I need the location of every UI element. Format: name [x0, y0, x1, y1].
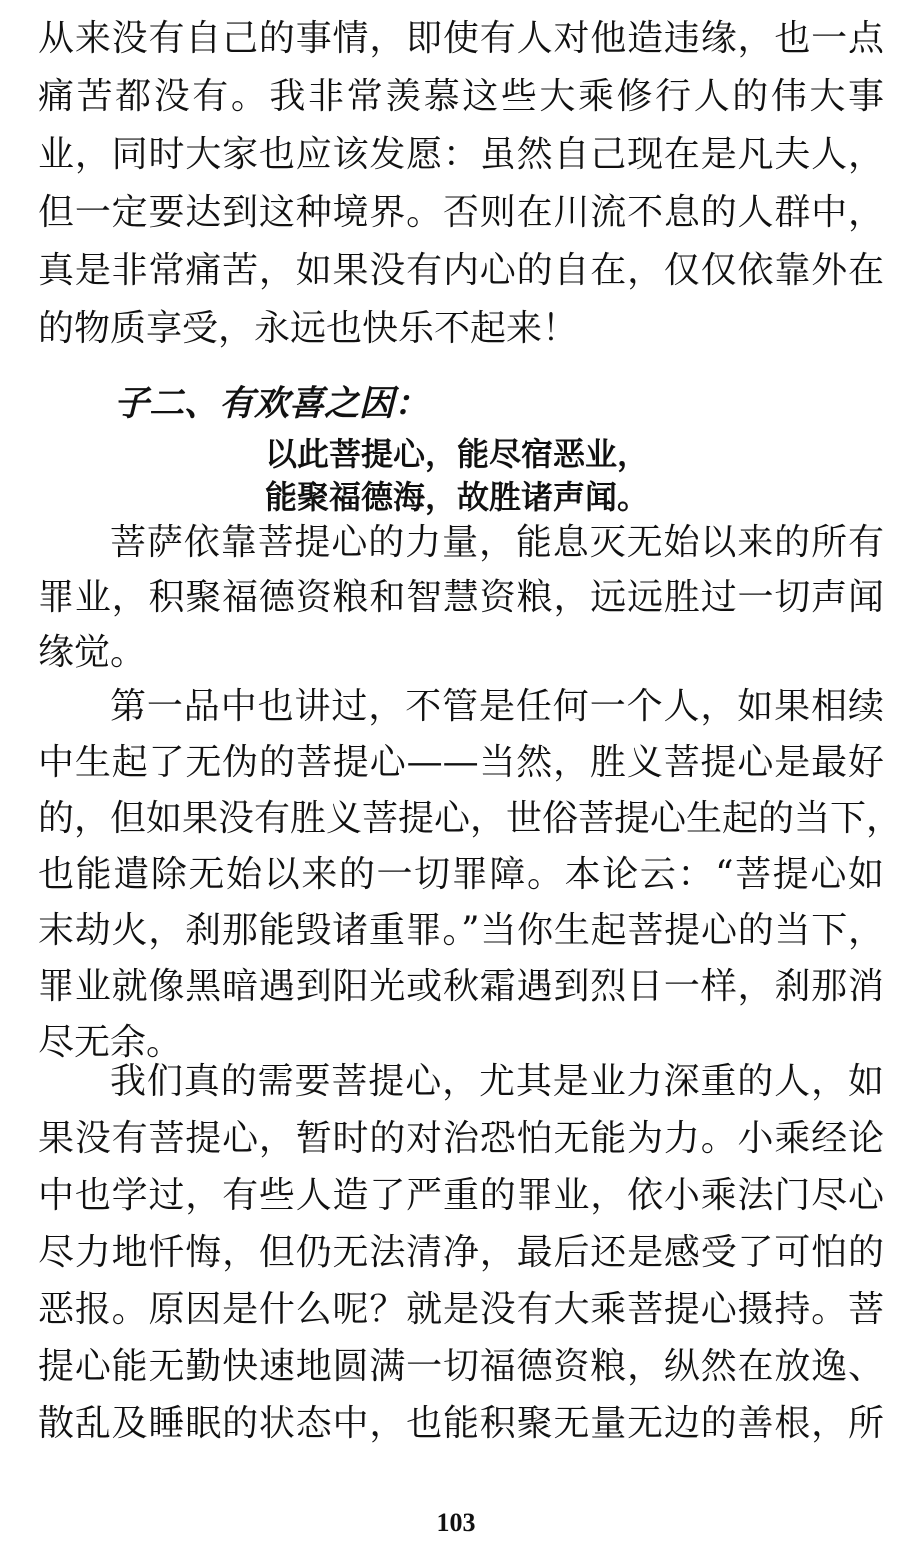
text-line: 提心能无勤快速地圆满一切福德资粮，纵然在放逸、 — [38, 1346, 884, 1387]
text-line: 但一定要达到这种境界。否则在川流不息的人群中， — [38, 192, 884, 233]
text-line: 的，但如果没有胜义菩提心，世俗菩提心生起的当下， — [38, 798, 903, 839]
text-line: 痛苦都没有。我非常羡慕这些大乘修行人的伟大事 — [38, 76, 884, 117]
text-line: 第一品中也讲过，不管是任何一个人，如果相续 — [110, 686, 884, 727]
text-line: 缘觉。 — [38, 632, 147, 673]
text-line: 中也学过，有些人造了严重的罪业，依小乘法门尽心 — [38, 1175, 884, 1216]
text-line: 末劫火，刹那能毁诸重罪。”当你生起菩提心的当下， — [38, 910, 884, 951]
text-line: 真是非常痛苦，如果没有内心的自在，仅仅依靠外在 — [38, 250, 884, 291]
text-line: 从来没有自己的事情，即使有人对他造违缘，也一点 — [38, 18, 884, 59]
text-line: 中生起了无伪的菩提心——当然，胜义菩提心是最好 — [38, 742, 884, 783]
text-line: 也能遣除无始以来的一切罪障。本论云：“菩提心如 — [38, 854, 884, 895]
text-line: 我们真的需要菩提心，尤其是业力深重的人，如 — [110, 1061, 884, 1102]
text-line: 业，同时大家也应该发愿：虽然自己现在是凡夫人， — [38, 134, 884, 175]
page-number: 103 — [436, 1508, 476, 1537]
text-line: 尽力地忏悔，但仍无法清净，最后还是感受了可怕的 — [38, 1232, 884, 1273]
text-line: 菩萨依靠菩提心的力量，能息灭无始以来的所有 — [110, 522, 884, 563]
text-line: 散乱及睡眠的状态中，也能积聚无量无边的善根，所 — [38, 1403, 884, 1444]
text-line: 的物质享受，永远也快乐不起来！ — [38, 308, 579, 349]
text-line: 尽无余。 — [38, 1022, 183, 1063]
text-line: 果没有菩提心，暂时的对治恐怕无能为力。小乘经论 — [38, 1118, 884, 1159]
text-line: 罪业，积聚福德资粮和智慧资粮，远远胜过一切声闻 — [38, 577, 884, 618]
text-line: 罪业就像黑暗遇到阳光或秋霜遇到烈日一样，刹那消 — [38, 966, 884, 1007]
text-line: 恶报。原因是什么呢？就是没有大乘菩提心摄持。菩 — [38, 1289, 884, 1330]
section-heading: 子二、有欢喜之因： — [114, 383, 430, 424]
verse-line: 能聚福德海，故胜诸声闻。 — [265, 478, 650, 516]
verse-line: 以此菩提心，能尽宿恶业， — [265, 435, 650, 473]
